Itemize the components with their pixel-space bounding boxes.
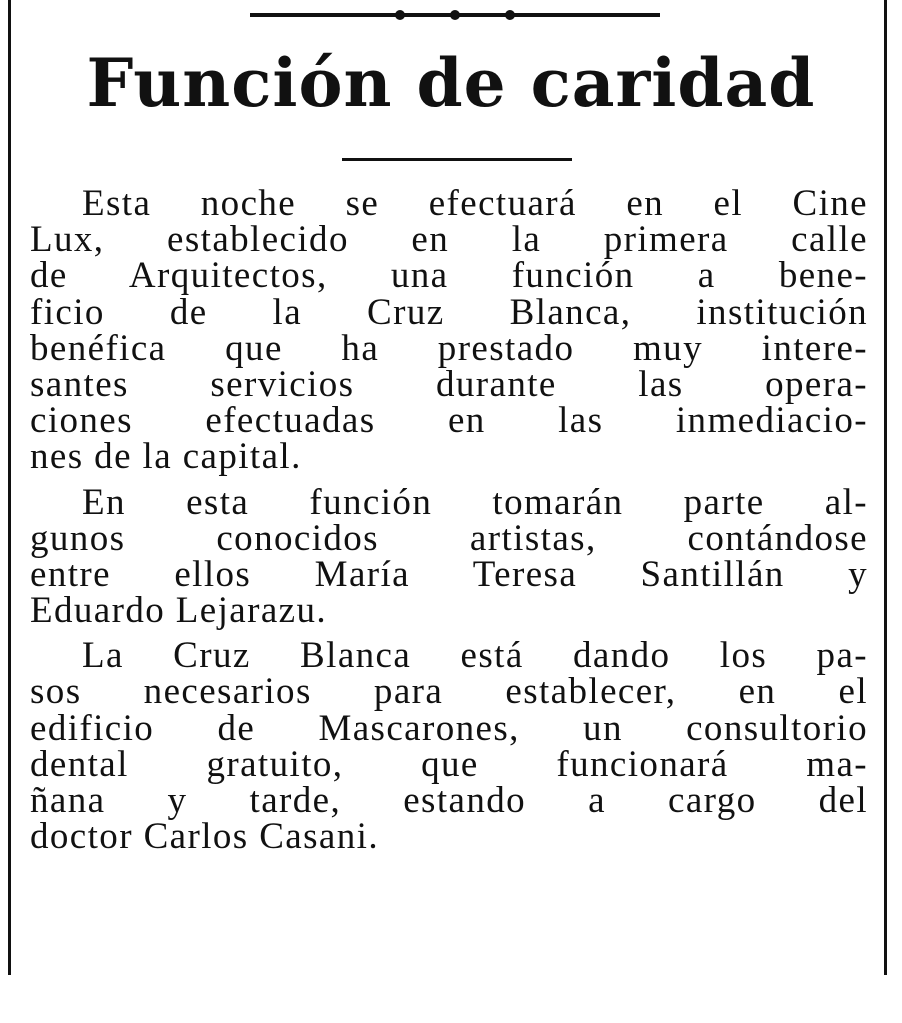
ornament-divider: [250, 10, 660, 20]
text-line: dental gratuito, que funcionará ma-: [30, 743, 868, 785]
text-line: entre ellos María Teresa Santillán y: [30, 553, 868, 595]
text-line: ñana y tarde, estando a cargo del: [30, 780, 868, 821]
text-line: edificio de Mascarones, un consultorio: [30, 707, 868, 749]
text-line: La Cruz Blanca está dando los pa-: [82, 635, 868, 677]
paragraph-3: [30, 635, 868, 858]
text-line: ficio de la Cruz Blanca, institución: [30, 291, 868, 333]
text-line: ciones efectuadas en las inmediacio-: [30, 400, 868, 442]
text-line: En esta función tomarán parte al-: [82, 481, 868, 523]
text-line: benéfica que ha prestado muy intere-: [30, 327, 868, 369]
title-rule: [342, 158, 572, 161]
paragraph-2: [30, 481, 868, 632]
text-line: santes servicios durante las opera-: [30, 363, 868, 405]
article-body: [30, 183, 868, 858]
paragraph-1: [30, 183, 868, 478]
text-line: de Arquitectos, una función a bene-: [30, 255, 868, 297]
article-title: Función de caridad: [86, 44, 816, 122]
text-line: doctor Carlos Casani.: [30, 816, 379, 858]
text-line: nes de la capital.: [30, 436, 302, 478]
column-rule-left: [8, 0, 11, 975]
text-line: Esta noche se efectuará en el Cine: [82, 183, 868, 224]
text-line: Lux, establecido en la primera calle: [30, 219, 868, 261]
text-line: sos necesarios para establecer, en el: [30, 671, 868, 713]
column-rule-right: [884, 0, 887, 975]
text-line: Eduardo Lejarazu.: [30, 590, 328, 632]
text-line: gunos conocidos artistas, contándose: [30, 517, 868, 559]
